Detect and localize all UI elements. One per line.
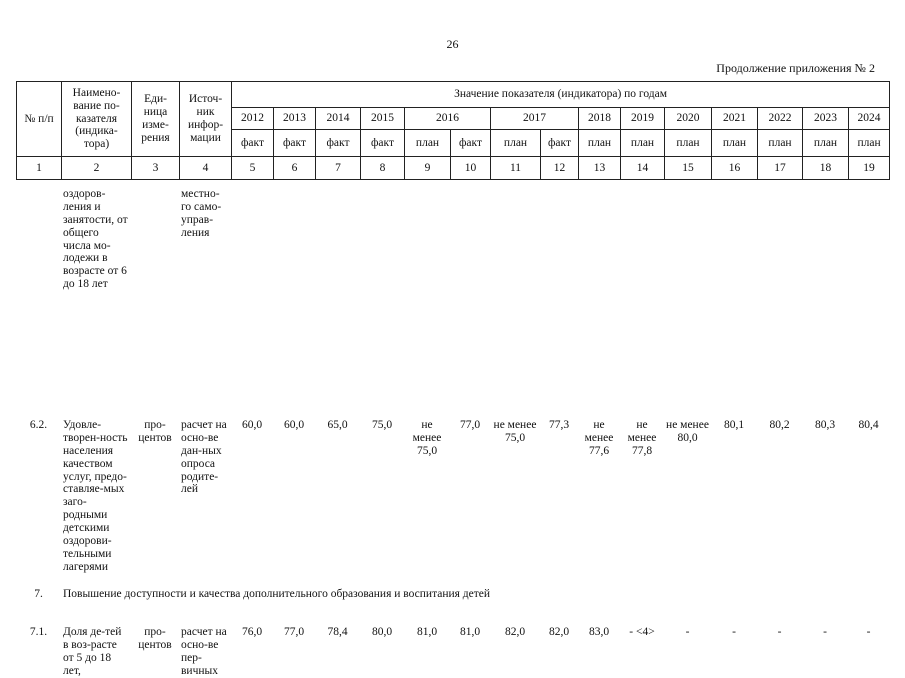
indicator-value: 76,0 [241, 626, 263, 639]
header-year: 2014 [316, 108, 361, 130]
header-type: факт [451, 130, 491, 157]
row-code: 7.1. [29, 626, 48, 639]
header-type: план [849, 130, 890, 157]
table-row [16, 291, 889, 574]
header-type: факт [541, 130, 579, 157]
indicator-value: 60,0 [283, 419, 305, 431]
section-title: Повышение доступности и качества дополнительного образования и воспитания детей [63, 587, 491, 600]
indicator-value: 81,0 [459, 626, 481, 639]
indicator-value: не менее 75,0 [412, 419, 442, 457]
column-number: 3 [132, 157, 180, 180]
indicator-source: расчет на осно-ве дан-ных опроса родите-лей [181, 419, 227, 496]
column-number: 16 [712, 157, 758, 180]
indicator-value: не менее 75,0 [493, 419, 537, 444]
indicator-source: расчет на осно-ве пер-вичных [181, 626, 227, 677]
header-column-numbers-row [17, 157, 890, 180]
header-year: 2019 [621, 108, 665, 130]
column-number: 12 [541, 157, 579, 180]
indicator-value: не менее 80,0 [666, 419, 709, 444]
header-type: план [665, 130, 712, 157]
column-number: 13 [579, 157, 621, 180]
indicator-table-header [16, 81, 890, 180]
indicator-value: 60,0 [241, 419, 263, 431]
column-number: 17 [758, 157, 803, 180]
header-year: 2012 [232, 108, 274, 130]
column-number: 8 [361, 157, 405, 180]
header-type: план [803, 130, 849, 157]
header-type: факт [361, 130, 405, 157]
column-number: 14 [621, 157, 665, 180]
indicator-value: - [732, 626, 736, 639]
header-type: факт [274, 130, 316, 157]
column-number: 2 [62, 157, 132, 180]
indicator-value: 65,0 [327, 419, 348, 431]
indicator-unit: про-центов [138, 419, 172, 444]
header-type: факт [316, 130, 361, 157]
table-row [16, 186, 889, 291]
indicator-value: не менее 77,8 [627, 419, 657, 457]
column-number: 7 [316, 157, 361, 180]
header-unit: Еди-ница изме-рения [132, 82, 180, 157]
column-number: 5 [232, 157, 274, 180]
header-year: 2022 [758, 108, 803, 130]
page-number: 26 [446, 37, 459, 51]
column-number: 9 [405, 157, 451, 180]
indicator-value: 82,0 [548, 626, 570, 639]
header-source: Источ-ник инфор-мации [180, 82, 232, 157]
header-type: план [579, 130, 621, 157]
column-number: 19 [849, 157, 890, 180]
header-type: план [758, 130, 803, 157]
header-year: 2018 [579, 108, 621, 130]
header-values-by-year: Значение показателя (индикатора) по годам [232, 82, 890, 108]
indicator-value: 80,0 [371, 626, 393, 639]
indicator-name: оздоров-ления и занятости, от общего числа мо-лодежи в возрасте от 6 до 18 лет [63, 188, 128, 291]
indicator-value: 80,2 [769, 419, 790, 431]
indicator-value: 75,0 [371, 419, 393, 431]
indicator-value: 83,0 [588, 626, 610, 639]
indicator-value: не менее 77,6 [584, 419, 614, 457]
header-type: план [491, 130, 541, 157]
header-year: 2017 [491, 108, 579, 130]
column-number: 11 [491, 157, 541, 180]
indicator-value: 77,0 [283, 626, 305, 639]
indicator-value: 80,3 [814, 419, 836, 431]
indicator-value: - <4> [629, 626, 655, 639]
column-number: 4 [180, 157, 232, 180]
header-year: 2013 [274, 108, 316, 130]
indicator-table-body [16, 186, 889, 678]
indicator-value: 77,0 [459, 419, 481, 431]
section-code: 7. [34, 587, 43, 600]
column-number: 15 [665, 157, 712, 180]
indicator-value: 77,3 [548, 419, 570, 431]
section-row [16, 574, 889, 601]
indicator-value: 82,0 [504, 626, 526, 639]
header-year: 2016 [405, 108, 491, 130]
indicator-value: 78,4 [327, 626, 348, 639]
indicator-name: Удовле-творен-ность населения качеством услуг, предо-ставляе-мых заго-родными детскими оздорови-тельными лагерями [63, 419, 128, 573]
indicator-source: местно-го само-управ-ления [181, 188, 222, 239]
indicator-value: - [823, 626, 827, 639]
header-number: № п/п [17, 82, 62, 157]
indicator-name: Доля де-тей в воз-расте от 5 до 18 лет, [63, 626, 122, 677]
header-type: план [405, 130, 451, 157]
header-indicator-name: Наимено-вание по-казателя (индика-тора) [62, 82, 132, 157]
row-code: 6.2. [29, 419, 48, 431]
indicator-value: - [777, 626, 782, 639]
column-number: 1 [17, 157, 62, 180]
header-year: 2021 [712, 108, 758, 130]
table-row [16, 600, 889, 678]
indicator-value: - [685, 626, 690, 639]
header-type: план [712, 130, 758, 157]
indicator-value: 80,4 [858, 419, 879, 431]
column-number: 10 [451, 157, 491, 180]
appendix-continuation-note: Продолжение приложения № 2 [716, 61, 875, 75]
header-year: 2024 [849, 108, 890, 130]
header-year: 2020 [665, 108, 712, 130]
column-number: 18 [803, 157, 849, 180]
header-type: факт [232, 130, 274, 157]
column-number: 6 [274, 157, 316, 180]
indicator-value: - [866, 626, 871, 639]
indicator-value: 80,1 [723, 419, 745, 431]
indicator-value: 81,0 [416, 626, 438, 639]
header-year: 2015 [361, 108, 405, 130]
header-year: 2023 [803, 108, 849, 130]
indicator-unit: про-центов [138, 626, 172, 652]
header-type: план [621, 130, 665, 157]
